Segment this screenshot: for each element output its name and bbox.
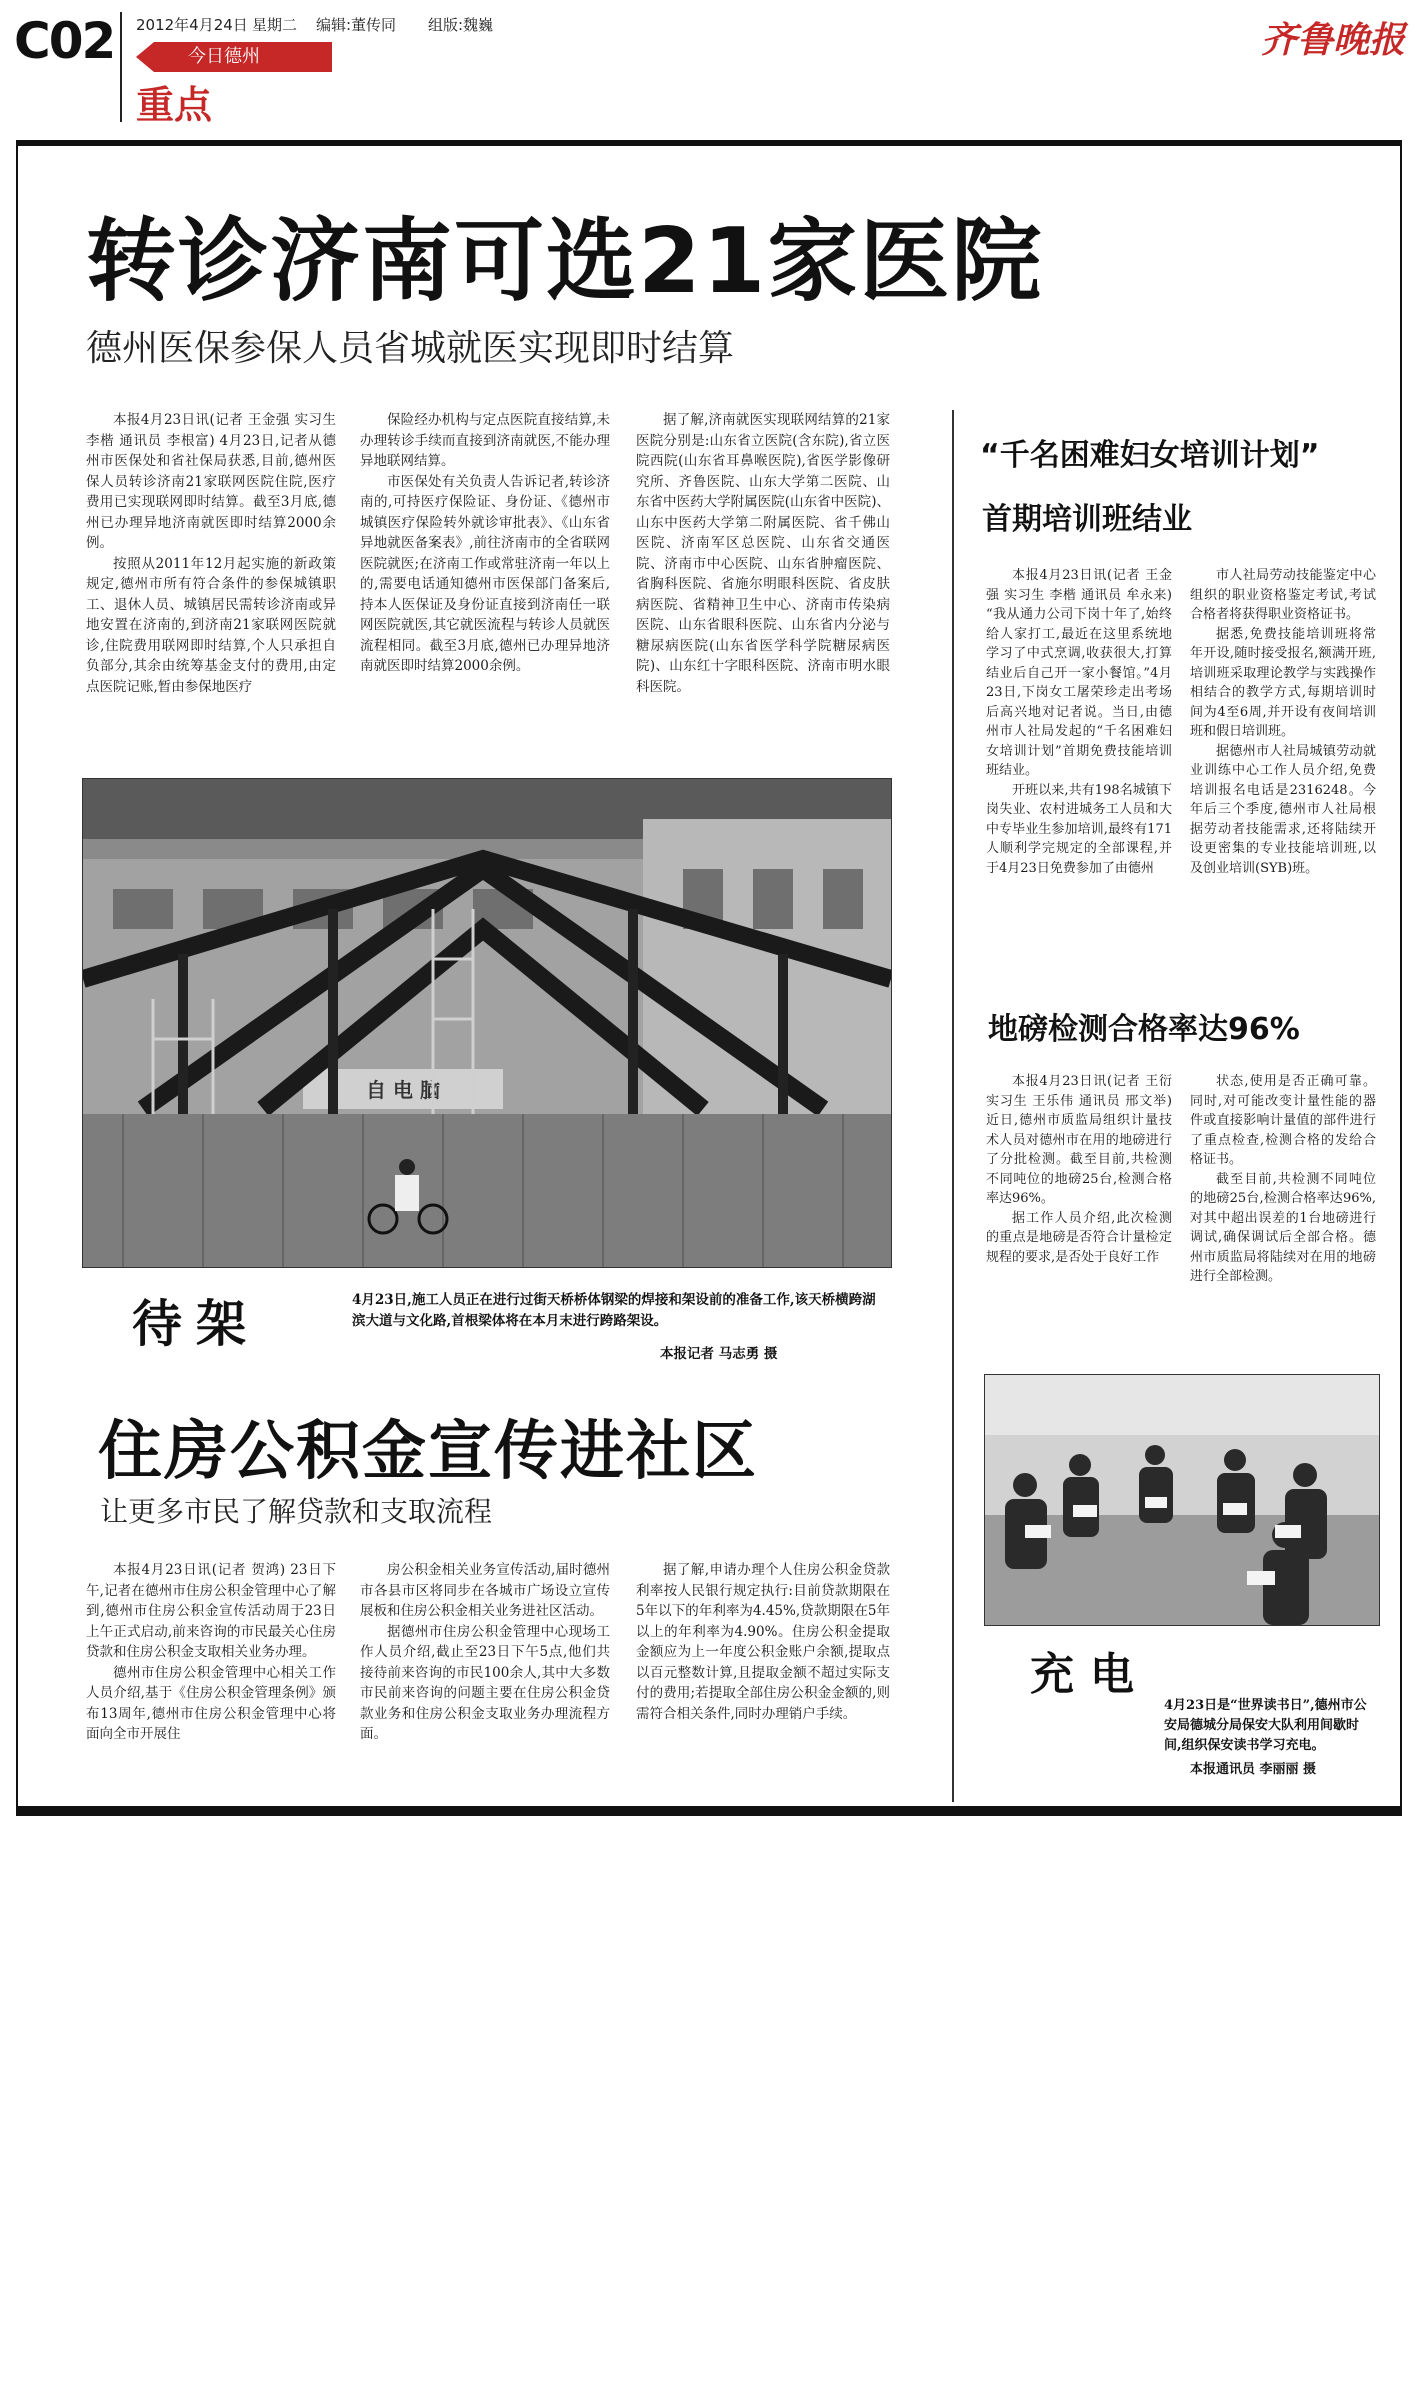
right-story1-headline: “千名困难妇女培训计划”	[980, 438, 1320, 473]
paragraph: 保险经办机构与定点医院直接结算,未办理转诊手续而直接到济南就医,不能办理异地联网结算。	[360, 412, 610, 469]
story2-column-2	[360, 1560, 610, 1745]
paragraph: 据德州市住房公积金管理中心现场工作人员介绍,截止至23日下午5点,他们共接待前来咨询的市民100余人,其中大多数市民前来咨询的问题主要在住房公积金贷款业务和住房公积金支取业务办理流程方面。	[360, 1623, 610, 1742]
page-number: C02	[14, 12, 115, 70]
story2-headline: 住房公积金宣传进社区	[98, 1415, 758, 1489]
photo1-caption: 4月23日,施工人员正在进行过街天桥桥体钢梁的焊接和架设前的准备工作,该天桥横跨湖滨大道与文化路,首根梁体将在本月末进行跨路架设。	[352, 1292, 876, 1329]
paragraph: 据工作人员介绍,此次检测的重点是地磅是否符合计量检定规程的要求,是否处于良好工作	[986, 1210, 1172, 1265]
story2-column-3	[636, 1560, 890, 1724]
paragraph: 据德州市人社局城镇劳动就业训练中心工作人员介绍,免费培训报名电话是2316248。今年后三个季度,德州市人社局根据劳动者技能需求,还将陆续开设更密集的专业技能培训班,以及创业培训(SYB)班。	[1190, 743, 1376, 876]
photo2-caption: 4月23日是“世界读书日”,德州市公安局德城分局保安大队利用间歇时间,组织保安读书学习充电。	[1164, 1698, 1367, 1753]
reading-photo-illustration	[985, 1375, 1379, 1625]
photo2-credit: 本报通讯员 李丽丽 摄	[1190, 1762, 1317, 1777]
right-story1-column-2	[1190, 566, 1376, 878]
photo-guards-reading	[984, 1374, 1380, 1626]
main-story-column-1	[86, 410, 336, 697]
main-story-column-2	[360, 410, 610, 677]
section-title: 重点	[136, 83, 213, 127]
paragraph: 本报4月23日讯(记者 王衍 实习生 王乐伟 通讯员 邢文举) 近日,德州市质监局组织计量技术人员对德州市在用的地磅进行了分批检测。截至目前,共检测不同吨位的地磅25台,检测合格率达96%。	[986, 1074, 1172, 1206]
paragraph: 德州市住房公积金管理中心相关工作人员介绍,基于《住房公积金管理条例》颁布13周年,德州市住房公积金管理中心将面向全市开展住	[86, 1664, 336, 1742]
issue-weekday: 星期二	[252, 16, 298, 34]
right-story2-column-2	[1190, 1072, 1376, 1287]
header-divider	[120, 12, 122, 122]
paragraph: 据了解,济南就医实现联网结算的21家医院分别是:山东省立医院(含东院),省立医院西院(山东省耳鼻喉医院),省医学影像研究所、齐鲁医院、山东大学第二医院、山东省中医药大学附属医院(山东省中医院)、山东中医药大学第二附属医院、省千佛山医院、济南军区总医院、山东省交通医院、济南市中心医院、山东省肿瘤医院、省胸科医院、省施尔明眼科医院、省皮肤病医院、省精神卫生中心、济南市传染病医院、山东省眼科医院、山东省内分泌与糖尿病医院(山东省医学科学院糖尿病医院)、山东红十字眼科医院、济南市明水眼科医院。	[636, 412, 890, 695]
paragraph: 本报4月23日讯(记者 王金强 实习生 李楷 通讯员 李根富) 4月23日,记者从德州市医保处和省社保局获悉,目前,德州医保人员转诊济南21家联网医院住院,医疗费用已实现联网即时结算。截至3月底,德州已办理异地济南就医即时结算2000余例。	[86, 412, 336, 551]
right-story2-headline: 地磅检测合格率达96%	[988, 1012, 1300, 1047]
paragraph: 市医保处有关负责人告诉记者,转诊济南的,可持医疗保险证、身份证、《德州市城镇医疗保险转外就诊审批表》、《山东省异地就医备案表》,前往济南市的全省联网医院就医;在济南工作或常驻济南一年以上的,需要电话通知德州市医保部门备案后,持本人医保证及身份证直接到济南任一联网医院就医,其它就医流程与转诊人员就医流程相同。截至3月底,德州已办理异地济南就医即时结算2000余例。	[360, 473, 610, 674]
shop-sign: 自 电 脑	[366, 1078, 440, 1102]
edition-tag: 今日德州	[136, 42, 332, 72]
photo2-title: 充电	[1030, 1649, 1150, 1700]
photo1-credit: 本报记者 马志勇 摄	[660, 1346, 778, 1362]
right-story1-column-1	[986, 566, 1172, 878]
main-headline: 转诊济南可选21家医院	[86, 209, 1044, 314]
editor-credit: 编辑:董传同	[316, 16, 397, 34]
story2-column-1	[86, 1560, 336, 1745]
paragraph: 本报4月23日讯(记者 贺鸿) 23日下午,记者在德州市住房公积金管理中心了解到,德州市住房公积金宣传活动周于23日上午正式启动,前来咨询的市民最关心住房贷款和住房公积金支取相关业务办理。	[86, 1562, 336, 1660]
paragraph: 据悉,免费技能培训班将常年开设,随时接受报名,额满开班,培训班采取理论教学与实践操作相结合的教学方式,每期培训时间为4至6周,并开设有夜间培训班和假日培训班。	[1190, 626, 1376, 739]
bridge-photo-illustration	[83, 779, 891, 1267]
right-story2-column-1	[986, 1072, 1172, 1267]
paragraph: 截至目前,共检测不同吨位的地磅25台,检测合格率达96%,对其中超出误差的1台地磅进行调试,确保调试后全部合格。德州市质监局将陆续对在用的地磅进行全部检测。	[1190, 1171, 1376, 1284]
paragraph: 开班以来,共有198名城镇下岗失业、农村进城务工人员和大中专毕业生参加培训,最终有171人顺利学完规定的全部课程,并于4月23日免费参加了由德州	[986, 782, 1172, 876]
paragraph: 市人社局劳动技能鉴定中心组织的职业资格鉴定考试,考试合格者将获得职业资格证书。	[1190, 568, 1376, 622]
paragraph: 本报4月23日讯(记者 王金强 实习生 李楷 通讯员 牟永来) “我从通力公司下岗十年了,始终给人家打工,最近在这里系统地学习了中式烹调,收获很大,打算结业后自己开一家小餐馆。”4月23日,下岗女工屠荣珍走出考场后高兴地对记者说。当日,由德州市人社局发起的“千名困难妇女培训计划”首期免费技能培训班结业。	[986, 568, 1172, 778]
story2-subheadline: 让更多市民了解贷款和支取流程	[100, 1495, 493, 1528]
issue-date: 2012年4月24日	[136, 16, 248, 34]
paragraph: 按照从2011年12月起实施的新政策规定,德州市所有符合条件的参保城镇职工、退休人员、城镇居民需转诊济南或异地安置在济南的,到济南21家联网医院就诊,住院费用联网即时结算,个人只承担自负部分,其余由统筹基金支付的费用,由定点医院记账,暂由参保地医疗	[86, 555, 336, 695]
main-subheadline: 德州医保参保人员省城就医实现即时结算	[86, 328, 735, 369]
edition-tag-notch	[136, 42, 154, 72]
photo-bridge-construction	[82, 778, 892, 1268]
layout-credit: 组版:魏巍	[428, 16, 494, 34]
column-divider	[952, 410, 954, 1802]
bottom-rule	[16, 1806, 1402, 1816]
main-story-column-3	[636, 410, 890, 697]
paragraph: 房公积金相关业务宣传活动,届时德州市各县市区将同步在各城市广场设立宣传展板和住房公积金相关业务进社区活动。	[360, 1562, 610, 1619]
photo1-title: 待架	[132, 1295, 260, 1353]
paragraph: 状态,使用是否正确可靠。同时,对可能改变计量性能的器件或直接影响计量值的部件进行了重点检查,检测合格的发给合格证书。	[1190, 1074, 1376, 1167]
newspaper-masthead: 齐鲁晚报	[1260, 19, 1405, 61]
right-story1-subheadline: 首期培训班结业	[982, 502, 1192, 537]
paragraph: 据了解,申请办理个人住房公积金贷款利率按人民银行规定执行:目前贷款期限在5年以下的年利率为4.45%,贷款期限在5年以上的年利率为4.90%。住房公积金提取金额应为上一年度公积金账户余额,提取点以百元整数计算,且提取金额不超过实际支付的费用;若提取全部住房公积金金额的,则需符合相关条件,同时办理销户手续。	[636, 1562, 890, 1722]
